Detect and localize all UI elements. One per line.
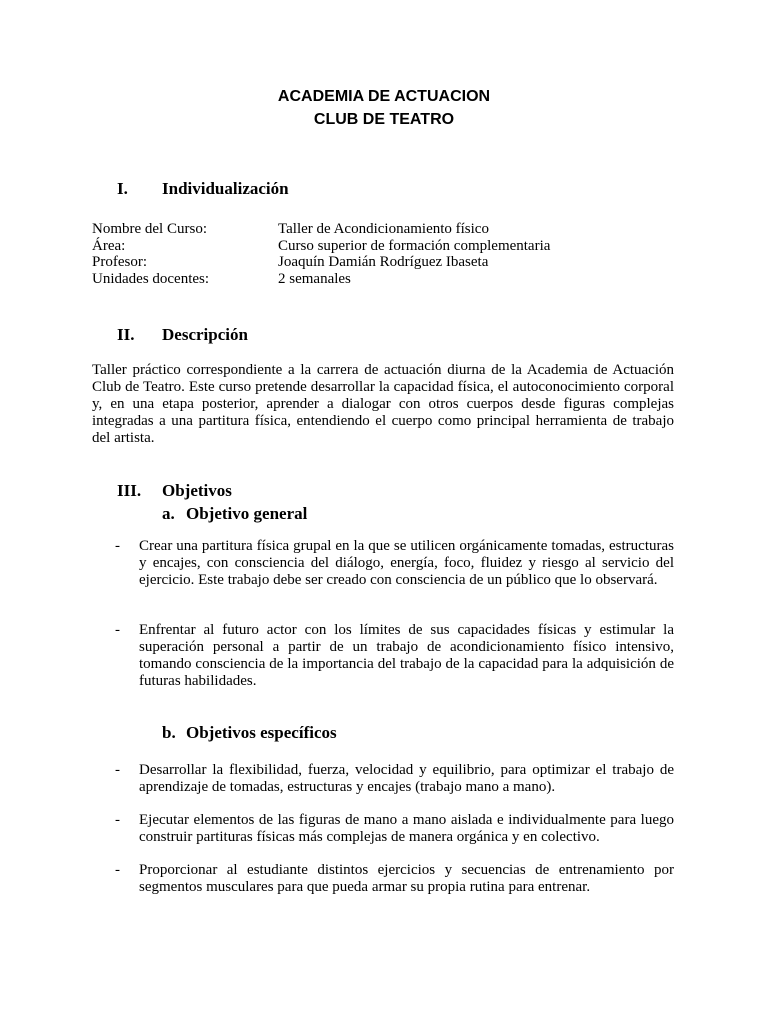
bullet-marker: - — [115, 812, 120, 828]
section-heading-descripcion — [117, 325, 248, 345]
bullet-text: Enfrentar al futuro actor con los límites de sus capacidades físicas y estimular la superación personal a partir de un trabajo de acondicionamiento físico intensivo, tomando consciencia de la importancia del trabajo de la capacidad para la adquisición de futuras habilidades. — [139, 622, 674, 689]
document-title-line2: CLUB DE TEATRO — [313, 111, 455, 128]
info-value: Joaquín Damián Rodríguez Ibaseta — [278, 254, 489, 270]
info-value: 2 semanales — [278, 270, 351, 287]
description-paragraph: Taller práctico correspondiente a la carrera de actuación diurna de la Academia de Actuación Club de Teatro. Este curso pretende desarrollar la capacidad física, el autoconocimiento corporal y, en una etapa posterior, aprender a dialogar con otros cuerpos desde figuras complejas integradas a una partitura física, entendiendo el cuerpo como principal herramienta de trabajo del artista. — [92, 362, 674, 446]
subheading-objetivos-especificos — [162, 723, 337, 743]
info-label: Unidades docentes: — [92, 270, 210, 287]
subsection-title: Objetivos específicos — [186, 723, 337, 742]
bullet-marker: - — [115, 622, 120, 638]
subsection-title: Objetivo general — [186, 504, 308, 523]
info-row-units — [92, 271, 550, 288]
subsection-letter: b. — [162, 723, 176, 742]
section-title: Objetivos — [162, 481, 232, 500]
list-item — [115, 622, 674, 690]
section-title: Individualización — [162, 179, 289, 198]
bullet-text: Crear una partitura física grupal en la que se utilicen orgánicamente tomadas, estructuras y encajes, con consciencia del diálogo, energía, foco, fluidez y riesgo al servicio del ejercicio. Este trabajo debe ser creado con consciencia de un público que lo observará. — [139, 538, 674, 588]
info-value: Curso superior de formación complementaria — [278, 237, 551, 254]
document-title-line1: ACADEMIA DE ACTUACION — [277, 88, 491, 105]
section-heading-individualizacion — [117, 179, 289, 199]
bullet-marker: - — [115, 762, 120, 778]
info-label: Profesor: — [92, 254, 147, 270]
section-number: I. — [117, 179, 128, 198]
section-title: Descripción — [162, 325, 248, 344]
list-item — [115, 862, 674, 896]
info-value: Taller de Acondicionamiento físico — [278, 221, 489, 237]
info-label: Área: — [92, 237, 126, 254]
info-row-area — [92, 238, 550, 255]
bullet-text: Desarrollar la flexibilidad, fuerza, velocidad y equilibrio, para optimizar el trabajo de aprendizaje de tomadas, estructuras y encajes (trabajo mano a mano). — [139, 762, 674, 795]
subsection-letter: a. — [162, 504, 175, 523]
list-item — [115, 762, 674, 796]
list-item — [115, 538, 674, 589]
info-row-course-name — [92, 221, 550, 238]
course-info-table — [92, 221, 550, 287]
subheading-objetivo-general — [162, 504, 307, 524]
bullet-marker: - — [115, 862, 120, 878]
section-heading-objetivos — [117, 481, 232, 501]
section-number: II. — [117, 325, 135, 344]
info-row-professor — [92, 254, 550, 271]
bullet-text: Proporcionar al estudiante distintos ejercicios y secuencias de entrenamiento por segmentos musculares para que pueda armar su propia rutina para entrenar. — [139, 862, 674, 895]
section-number: III. — [117, 481, 142, 500]
list-item — [115, 812, 674, 846]
bullet-marker: - — [115, 538, 120, 554]
info-label: Nombre del Curso: — [92, 221, 207, 237]
bullet-text: Ejecutar elementos de las figuras de mano a mano aislada e individualmente para luego construir partituras físicas más complejas de manera orgánica y en colectivo. — [139, 812, 674, 845]
